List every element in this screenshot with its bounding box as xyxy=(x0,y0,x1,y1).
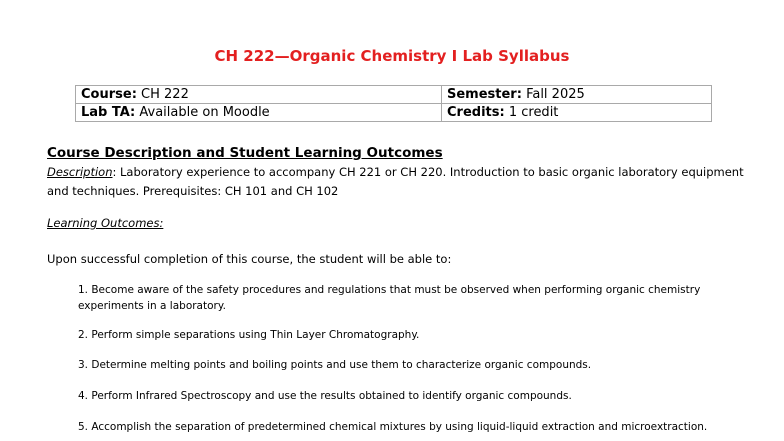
description-paragraph xyxy=(47,163,747,201)
credits-label: Credits: xyxy=(447,105,505,120)
section-heading: Course Description and Student Learning Outcomes xyxy=(47,145,443,161)
outcomes-intro: Upon successful completion of this course, the student will be able to: xyxy=(47,252,452,266)
table-row xyxy=(76,86,712,104)
page-title: CH 222—Organic Chemistry I Lab Syllabus xyxy=(214,47,570,65)
list-item: 1. Become aware of the safety procedures and regulations that must be observed when performing organic chemistry experiments in a laboratory. xyxy=(78,284,701,312)
lab-ta-label: Lab TA: xyxy=(81,105,136,120)
course-label: Course: xyxy=(81,87,137,102)
outcomes-label xyxy=(47,214,747,233)
lab-ta-cell xyxy=(76,104,442,122)
semester-value: Fall 2025 xyxy=(526,87,585,102)
list-item: 4. Perform Infrared Spectroscopy and use the results obtained to identify organic compounds. xyxy=(78,390,572,402)
course-cell xyxy=(76,86,442,104)
list-item: 3. Determine melting points and boiling points and use them to characterize organic compounds. xyxy=(78,359,592,371)
table-row xyxy=(76,104,712,122)
credits-value: 1 credit xyxy=(508,105,559,120)
outcomes-label-text: Learning Outcomes: xyxy=(47,216,164,230)
course-info-table xyxy=(75,85,712,122)
list-item: 5. Accomplish the separation of predetermined chemical mixtures by using liquid-liquid extraction and microextraction. xyxy=(78,421,708,433)
course-value: CH 222 xyxy=(141,87,189,102)
semester-cell xyxy=(442,86,712,104)
credits-cell xyxy=(442,104,712,122)
semester-label: Semester: xyxy=(447,87,522,102)
list-item: 2. Perform simple separations using Thin Layer Chromatography. xyxy=(78,329,420,341)
description-label: Description xyxy=(47,165,113,179)
lab-ta-value: Available on Moodle xyxy=(139,105,270,120)
description-text: : Laboratory experience to accompany CH 221 or CH 220. Introduction to basic organic laboratory equipment and techniques. Prerequisites: CH 101 and CH 102 xyxy=(47,165,744,198)
